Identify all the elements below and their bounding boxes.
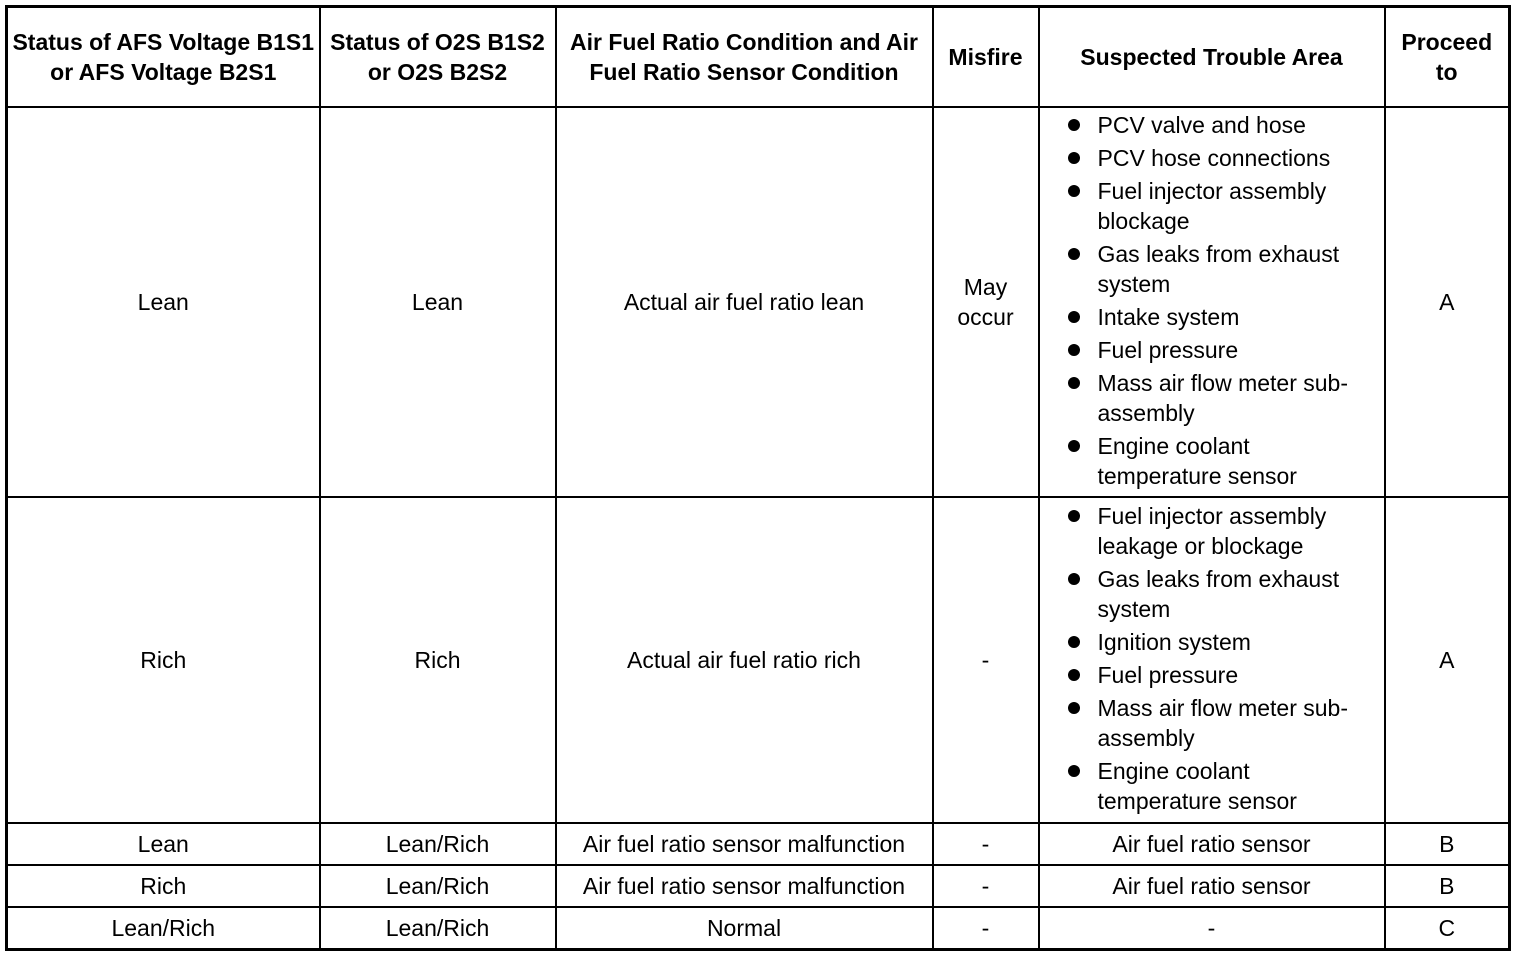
- cell-misfire: -: [933, 907, 1039, 950]
- list-item: [1068, 693, 1380, 753]
- header-o2s-status: Status of O2S B1S2 or O2S B2S2: [320, 7, 556, 108]
- cell-afs-status: Lean/Rich: [7, 907, 320, 950]
- cell-condition: Air fuel ratio sensor malfunction: [556, 865, 933, 907]
- cell-condition: Actual air fuel ratio rich: [556, 497, 933, 823]
- cell-suspected-area: Air fuel ratio sensor: [1039, 823, 1385, 865]
- header-afs-status: Status of AFS Voltage B1S1 or AFS Voltage B2S1: [7, 7, 320, 108]
- cell-afs-status: Lean: [7, 823, 320, 865]
- bullet-icon: [1068, 248, 1080, 260]
- bullet-icon: [1068, 119, 1080, 131]
- trouble-area-list: [1044, 110, 1380, 491]
- cell-proceed-to: B: [1385, 823, 1510, 865]
- cell-misfire: -: [933, 497, 1039, 823]
- cell-o2s-status: Lean/Rich: [320, 865, 556, 907]
- list-item: [1068, 660, 1380, 690]
- bullet-icon: [1068, 669, 1080, 681]
- cell-condition: Normal: [556, 907, 933, 950]
- cell-proceed-to: A: [1385, 497, 1510, 823]
- list-item: [1068, 239, 1380, 299]
- list-item: [1068, 143, 1380, 173]
- cell-o2s-status: Lean: [320, 107, 556, 497]
- cell-condition: Actual air fuel ratio lean: [556, 107, 933, 497]
- bullet-icon: [1068, 573, 1080, 585]
- cell-misfire: [933, 107, 1039, 497]
- list-item: [1068, 368, 1380, 428]
- cell-suspected-area: [1039, 107, 1385, 497]
- cell-suspected-area: Air fuel ratio sensor: [1039, 865, 1385, 907]
- header-suspected-area: Suspected Trouble Area: [1039, 7, 1385, 108]
- trouble-area-text: Fuel pressure: [1097, 337, 1239, 363]
- cell-suspected-area: [1039, 497, 1385, 823]
- list-item: [1068, 176, 1380, 236]
- cell-proceed-to: A: [1385, 107, 1510, 497]
- trouble-area-text: Ignition system: [1097, 629, 1251, 655]
- cell-suspected-area: -: [1039, 907, 1385, 950]
- bullet-icon: [1068, 344, 1080, 356]
- list-item: [1068, 302, 1380, 332]
- list-item: [1068, 110, 1380, 140]
- cell-o2s-status: Lean/Rich: [320, 823, 556, 865]
- document-page: [5, 5, 1511, 951]
- cell-misfire: -: [933, 823, 1039, 865]
- bullet-icon: [1068, 440, 1080, 452]
- bullet-icon: [1068, 702, 1080, 714]
- bullet-icon: [1068, 311, 1080, 323]
- table-row: [7, 865, 1510, 907]
- list-item: [1068, 335, 1380, 365]
- cell-proceed-to: B: [1385, 865, 1510, 907]
- list-item: [1068, 501, 1380, 561]
- bullet-icon: [1068, 510, 1080, 522]
- cell-afs-status: Rich: [7, 497, 320, 823]
- trouble-area-text: Gas leaks from exhaust system: [1097, 241, 1340, 297]
- table-row: [7, 907, 1510, 950]
- trouble-area-text: Fuel pressure: [1097, 662, 1239, 688]
- diagnostic-table: [5, 5, 1511, 951]
- cell-condition: Air fuel ratio sensor malfunction: [556, 823, 933, 865]
- trouble-area-text: Mass air flow meter sub-assembly: [1097, 370, 1349, 426]
- list-item: [1068, 564, 1380, 624]
- bullet-icon: [1068, 636, 1080, 648]
- trouble-area-text: Mass air flow meter sub-assembly: [1097, 695, 1349, 751]
- table-header-row: [7, 7, 1510, 108]
- header-air-fuel-condition: Air Fuel Ratio Condition and Air Fuel Ratio Sensor Condition: [556, 7, 933, 108]
- list-item: [1068, 431, 1380, 491]
- cell-o2s-status: Lean/Rich: [320, 907, 556, 950]
- trouble-area-text: Engine coolant temperature sensor: [1097, 433, 1297, 489]
- trouble-area-text: Engine coolant temperature sensor: [1097, 758, 1297, 814]
- bullet-icon: [1068, 152, 1080, 164]
- list-item: [1068, 756, 1380, 816]
- trouble-area-text: Intake system: [1097, 304, 1240, 330]
- trouble-area-text: PCV hose connections: [1097, 145, 1331, 171]
- table-row: [7, 107, 1510, 497]
- list-item: [1068, 627, 1380, 657]
- trouble-area-text: Fuel injector assembly leakage or blockage: [1097, 503, 1327, 559]
- table-row: [7, 823, 1510, 865]
- table-row: [7, 497, 1510, 823]
- header-misfire: Misfire: [933, 7, 1039, 108]
- bullet-icon: [1068, 765, 1080, 777]
- misfire-text: May occur: [957, 274, 1014, 330]
- trouble-area-text: Gas leaks from exhaust system: [1097, 566, 1340, 622]
- cell-misfire: -: [933, 865, 1039, 907]
- trouble-area-text: Fuel injector assembly blockage: [1097, 178, 1327, 234]
- trouble-area-text: PCV valve and hose: [1097, 112, 1306, 138]
- header-proceed-to: Proceed to: [1385, 7, 1510, 108]
- cell-afs-status: Lean: [7, 107, 320, 497]
- bullet-icon: [1068, 185, 1080, 197]
- cell-proceed-to: C: [1385, 907, 1510, 950]
- trouble-area-list: [1044, 501, 1380, 816]
- cell-afs-status: Rich: [7, 865, 320, 907]
- bullet-icon: [1068, 377, 1080, 389]
- cell-o2s-status: Rich: [320, 497, 556, 823]
